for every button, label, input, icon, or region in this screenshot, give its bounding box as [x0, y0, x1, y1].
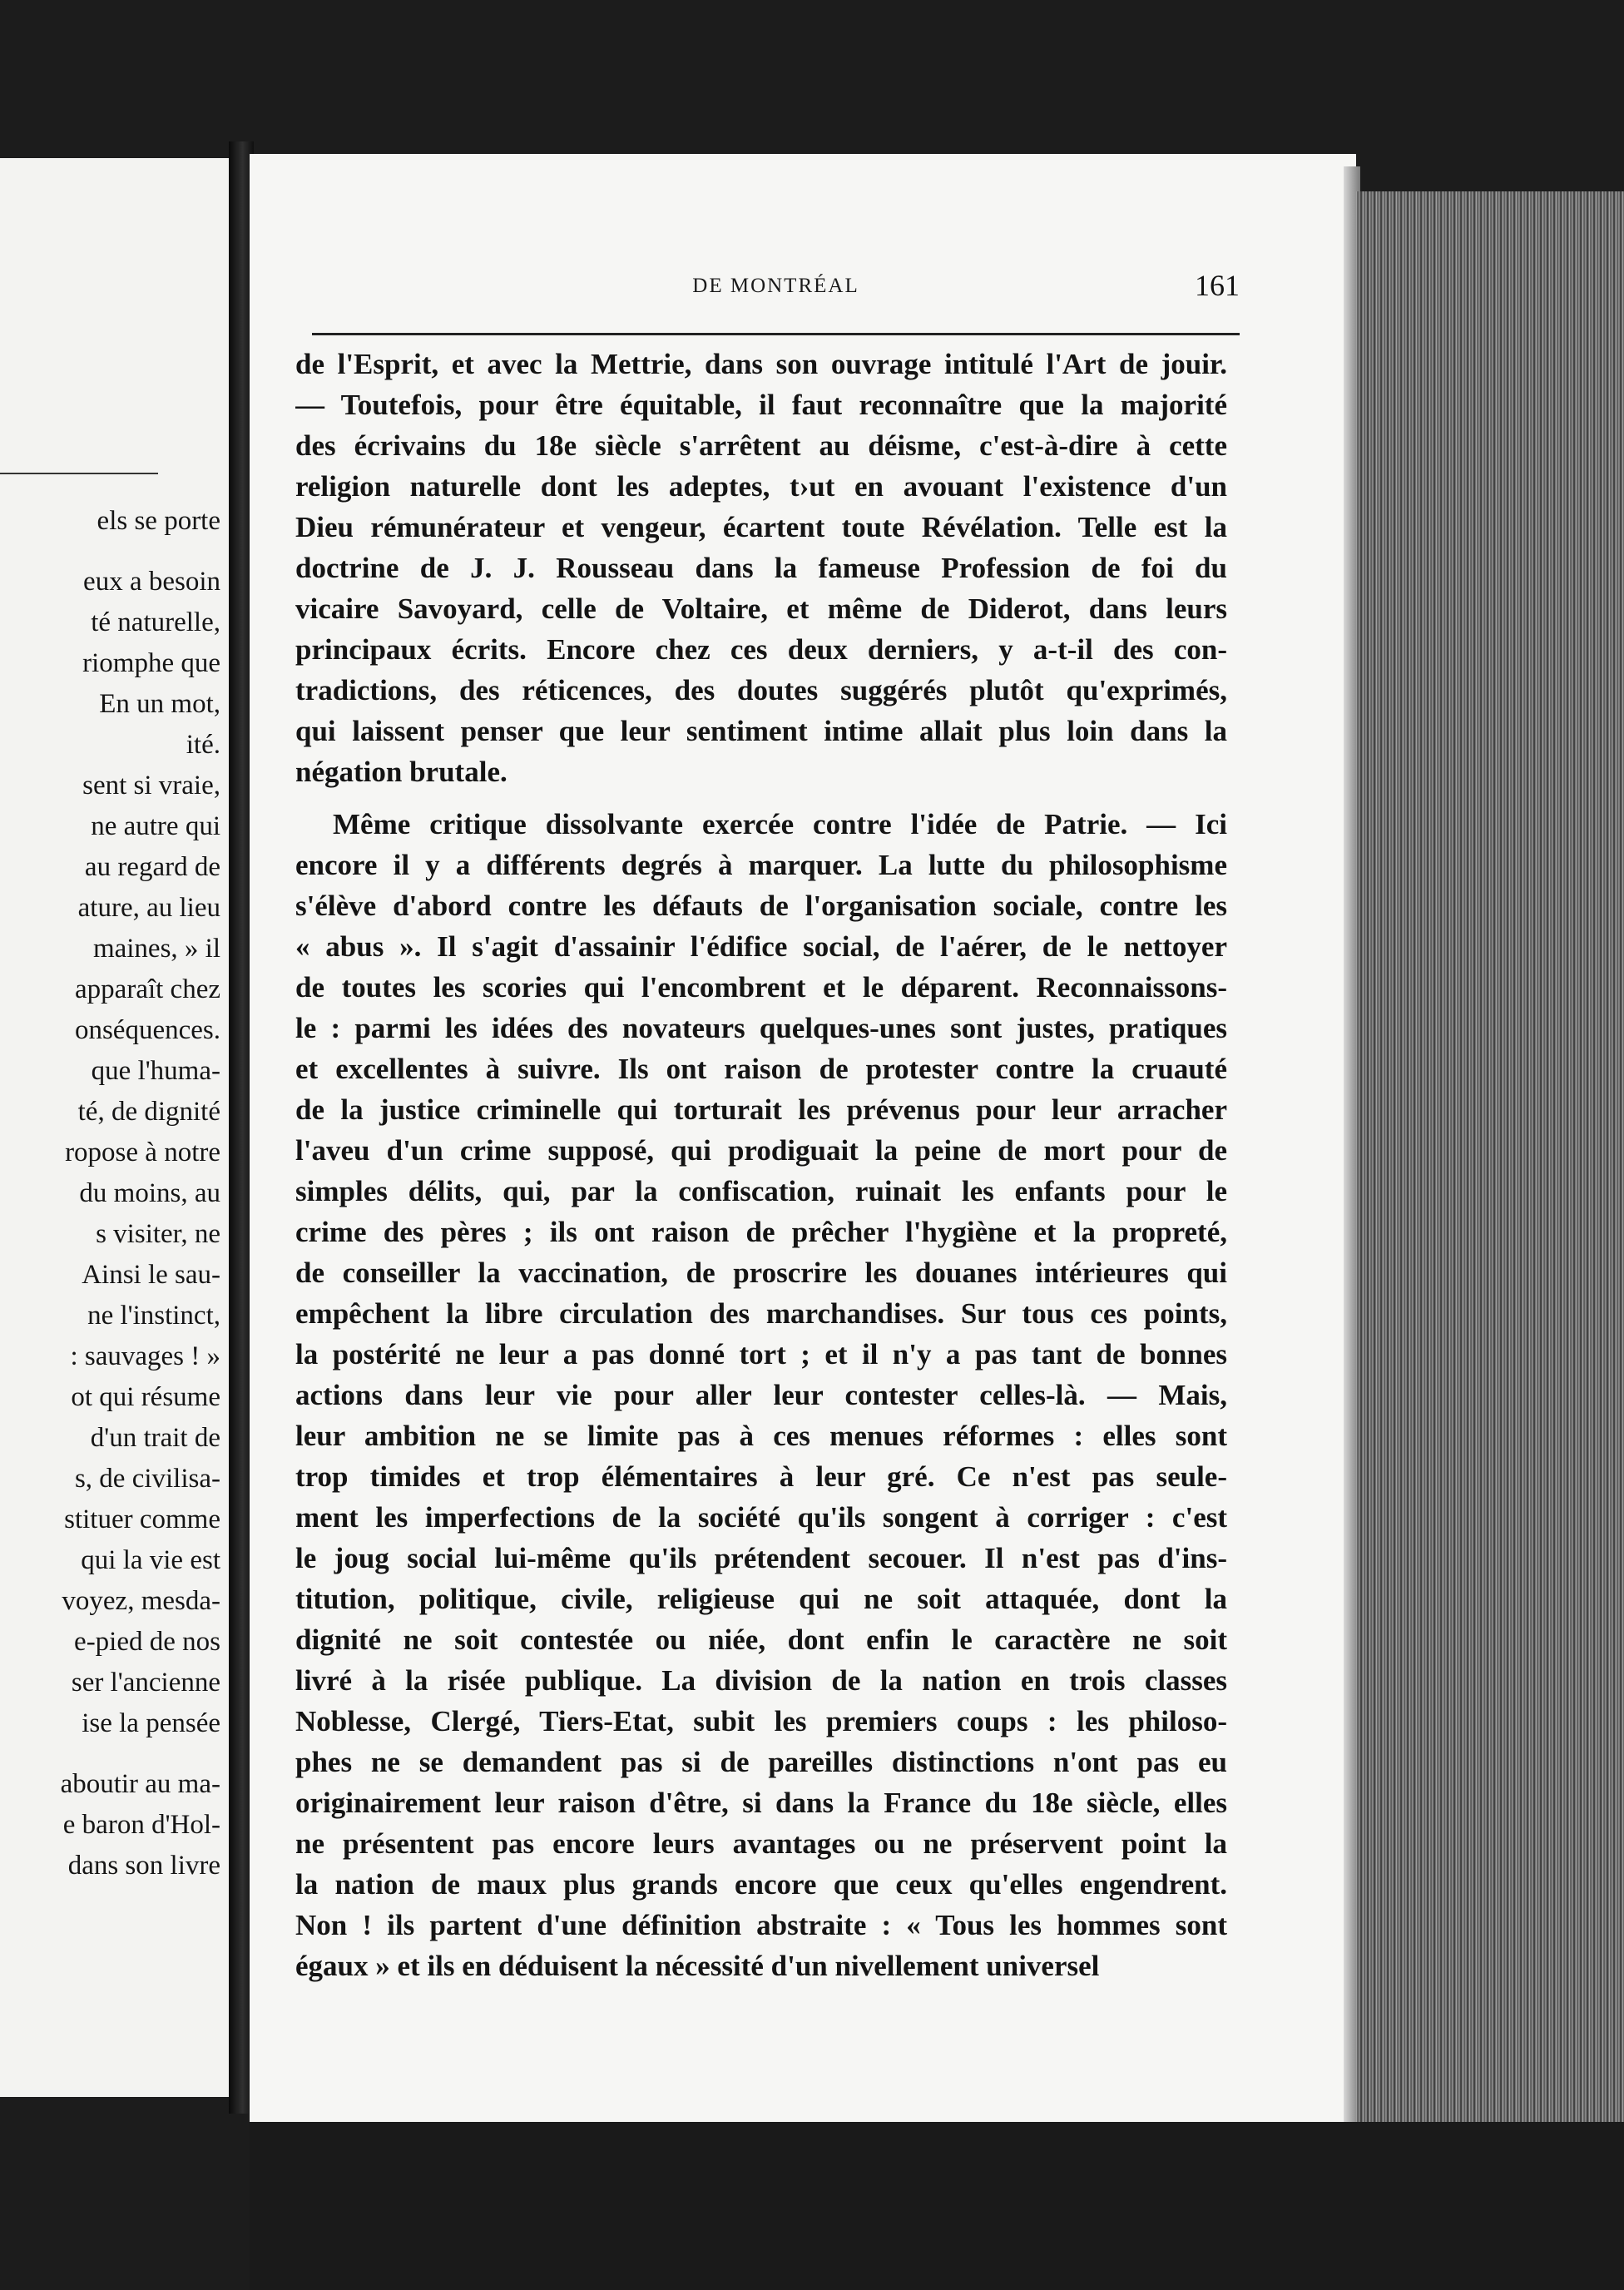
left-page-line: au regard de — [84, 852, 220, 882]
text-line: Noblesse, Clergé, Tiers-Etat, subit les premiers coups : les philoso- — [295, 1705, 1227, 1737]
left-page-line: maines, » il — [92, 934, 220, 964]
text-line: de la justice criminelle qui torturait les prévenus pour leur arracher — [295, 1093, 1227, 1126]
left-page-line: ropose à notre — [65, 1138, 220, 1167]
text-line: et excellentes à suivre. Ils ont raison de protester contre la cruauté — [295, 1053, 1227, 1085]
running-title: DE MONTRÉAL — [692, 275, 859, 297]
left-page-line — [0, 542, 220, 562]
left-page-line: els se porte — [97, 506, 220, 536]
text-line: Même critique dissolvante exercée contre l'idée de Patrie. — Ici — [333, 808, 1227, 840]
bottom-background — [250, 2122, 1624, 2290]
text-line: leur ambition ne se limite pas à ces menues réformes : elles sont — [295, 1420, 1227, 1452]
left-page-line: d'un trait de — [90, 1423, 220, 1453]
text-line: la postérité ne leur a pas donné tort ; et il n'y a pas tant de bonnes — [295, 1338, 1227, 1371]
text-line: s'élève d'abord contre les défauts de l'organisation sociale, contre les — [295, 890, 1227, 922]
left-page-line: riomphe que — [82, 648, 220, 678]
page-header — [312, 269, 1240, 316]
left-page-line: que l'huma- — [91, 1056, 220, 1086]
text-line: livré à la risée publique. La division de la nation en trois classes — [295, 1664, 1227, 1697]
left-page-line: eux a besoin — [83, 567, 220, 597]
text-line: originairement leur raison d'être, si dans la France du 18e siècle, elles — [295, 1787, 1227, 1819]
left-page-line: ot qui résume — [71, 1382, 220, 1412]
text-line: titution, politique, civile, religieuse qui ne soit attaquée, dont la — [295, 1583, 1227, 1615]
left-page-line: s visiter, ne — [96, 1219, 220, 1249]
text-line: ne présentent pas encore leurs avantages ou ne préservent point la — [295, 1827, 1227, 1860]
text-line: des écrivains du 18e siècle s'arrêtent au déisme, c'est-à-dire à cette — [295, 429, 1227, 462]
left-page-line: stituer comme — [64, 1504, 220, 1534]
left-page-line: e baron d'Hol- — [62, 1810, 220, 1840]
left-page-line: voyez, mesda- — [62, 1586, 220, 1616]
text-line: simples délits, qui, par la confiscation, ruinait les enfants pour le — [295, 1175, 1227, 1207]
left-page-line: ser l'ancienne — [71, 1668, 220, 1698]
left-page-line: onséquences. — [74, 1015, 220, 1045]
left-page-line: dans son livre — [67, 1851, 220, 1881]
left-page-line: sent si vraie, — [82, 771, 220, 801]
text-line: de conseiller la vaccination, de proscrire les douanes intérieures qui — [295, 1257, 1227, 1289]
text-line: dignité ne soit contestée ou niée, dont enfin le caractère ne soit — [295, 1623, 1227, 1656]
left-page-line: ne l'instinct, — [87, 1301, 220, 1331]
text-line: vicaire Savoyard, celle de Voltaire, et même de Diderot, dans leurs — [295, 592, 1227, 625]
left-page-line: En un mot, — [99, 689, 220, 719]
header-rule — [312, 333, 1240, 335]
page-number: 161 — [1195, 269, 1240, 302]
left-page-line — [0, 1744, 220, 1764]
right-page — [250, 154, 1356, 2122]
left-page-line: ne autre qui — [91, 811, 220, 841]
left-page-line: s, de civilisa- — [74, 1464, 220, 1494]
left-page-line: qui la vie est — [81, 1545, 220, 1575]
text-line: principaux écrits. Encore chez ces deux derniers, y a-t-il des con- — [295, 633, 1227, 666]
text-line: encore il y a différents degrés à marquer. La lutte du philosophisme — [295, 849, 1227, 881]
text-line: actions dans leur vie pour aller leur contester celles-là. — Mais, — [295, 1379, 1227, 1411]
left-page-line: ature, au lieu — [77, 893, 220, 923]
text-line: Non ! ils partent d'une définition abstraite : « Tous les hommes sont — [295, 1909, 1227, 1941]
text-line: négation brutale. — [295, 756, 508, 788]
page-body-text — [295, 344, 1227, 1986]
left-page-line: : sauvages ! » — [70, 1341, 220, 1371]
text-line: tradictions, des réticences, des doutes suggérés plutôt qu'exprimés, — [295, 674, 1227, 706]
text-line: l'aveu d'un crime supposé, qui prodiguait la peine de mort pour de — [295, 1134, 1227, 1167]
text-line: de l'Esprit, et avec la Mettrie, dans son ouvrage intitulé l'Art de jouir. — [295, 348, 1227, 380]
left-page-rule — [0, 473, 158, 474]
text-line: trop timides et trop élémentaires à leur gré. Ce n'est pas seule- — [295, 1460, 1227, 1493]
left-page-line: Ainsi le sau- — [82, 1260, 220, 1290]
text-line: « abus ». Il s'agit d'assainir l'édifice social, de l'aérer, de le nettoyer — [295, 930, 1227, 963]
text-line: phes ne se demandent pas si de pareilles distinctions n'ont pas eu — [295, 1746, 1227, 1778]
left-page-text — [0, 501, 220, 1886]
page-block-edges — [1356, 191, 1624, 2134]
left-page-line: ise la pensée — [82, 1708, 220, 1738]
text-line: empêchent la libre circulation des marchandises. Sur tous ces points, — [295, 1297, 1227, 1330]
text-line: la nation de maux plus grands encore que ceux qu'elles engendrent. — [295, 1868, 1227, 1901]
text-line: de toutes les scories qui l'encombrent et le déparent. Reconnaissons- — [295, 971, 1227, 1004]
text-line: crime des pères ; ils ont raison de prêcher l'hygiène et la propreté, — [295, 1216, 1227, 1248]
left-page-line: té naturelle, — [91, 607, 220, 637]
text-line: égaux » et ils en déduisent la nécessité d'un nivellement universel — [295, 1950, 1100, 1982]
left-page-line: du moins, au — [79, 1178, 220, 1208]
paragraph-gap — [295, 792, 1227, 804]
text-line: ment les imperfections de la société qu'ils songent à corriger : c'est — [295, 1501, 1227, 1534]
text-line: qui laissent penser que leur sentiment intime allait plus loin dans la — [295, 715, 1227, 747]
text-line: doctrine de J. J. Rousseau dans la fameuse Profession de foi du — [295, 552, 1227, 584]
text-line: Dieu rémunérateur et vengeur, écartent toute Révélation. Telle est la — [295, 511, 1227, 543]
text-line: — Toutefois, pour être équitable, il faut reconnaître que la majorité — [295, 389, 1227, 421]
left-page — [0, 158, 229, 2097]
left-page-line: aboutir au ma- — [60, 1769, 220, 1799]
left-page-line: té, de dignité — [77, 1097, 220, 1127]
left-page-line: e-pied de nos — [74, 1627, 220, 1657]
left-page-line: ité. — [186, 730, 220, 760]
text-line: le joug social lui-même qu'ils prétendent secouer. Il n'est pas d'ins- — [295, 1542, 1227, 1574]
text-line: religion naturelle dont les adeptes, t›ut en avouant l'existence d'un — [295, 470, 1227, 503]
text-line: le : parmi les idées des novateurs quelques-unes sont justes, pratiques — [295, 1012, 1227, 1044]
left-page-line: apparaît chez — [75, 974, 220, 1004]
